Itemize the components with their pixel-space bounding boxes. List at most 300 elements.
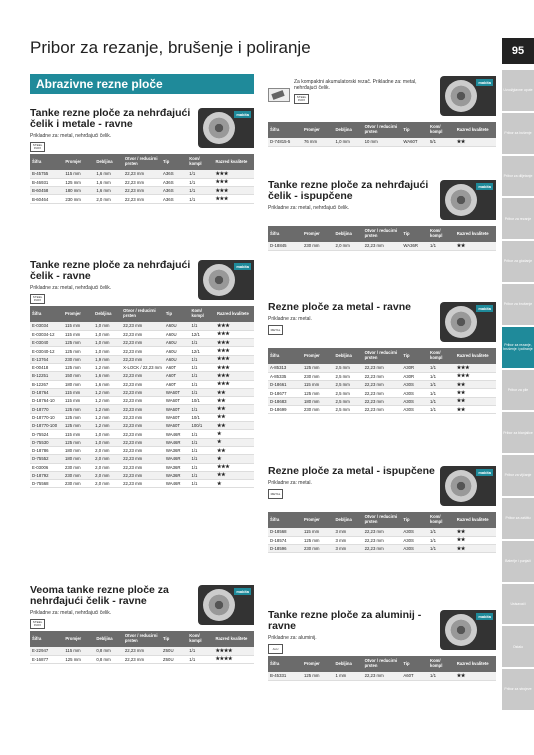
table-cell: 125 mm <box>63 438 93 446</box>
table-cell: 22,23 mm <box>363 528 402 536</box>
table-cell: 115 mm <box>63 330 93 338</box>
table-row <box>30 413 254 421</box>
table-cell: 1/1 <box>189 322 214 330</box>
quality-rating: ★★★ <box>213 187 254 195</box>
table-cell: 22,23 mm <box>363 405 402 413</box>
table-cell: 125 mm <box>63 422 93 430</box>
col-header: Debljina <box>333 656 362 672</box>
sidebar <box>502 70 534 710</box>
brand-logo: makita <box>478 306 491 311</box>
table-cell: B-12251 <box>30 372 63 380</box>
table-cell: 1,6 mm <box>94 170 123 178</box>
table-cell: 22,23 mm <box>121 405 164 413</box>
table-cell: 2,0 mm <box>94 195 123 203</box>
table-cell: E-03006 <box>30 463 63 471</box>
table-cell: 230 mm <box>302 372 334 380</box>
table-cell: 125 mm <box>63 363 93 371</box>
table-cell: D-18845 <box>268 242 302 250</box>
col-header: Tip <box>401 122 428 138</box>
sidebar-tab-14[interactable]: Pribor za strojeve <box>502 669 534 710</box>
table-cell: D-18770-10 <box>30 413 63 421</box>
table-row <box>30 463 254 471</box>
page-title: Pribor za rezanje, brušenje i poliranje <box>30 38 311 57</box>
table-cell: A60U <box>164 339 190 347</box>
col-header: Šifra <box>268 122 302 138</box>
table-cell: 230 mm <box>63 471 93 479</box>
col-header: Kom/ kompl <box>428 226 455 242</box>
table-row <box>30 455 254 463</box>
table-cell: 115 mm <box>63 388 93 396</box>
table-cell: 1,2 mm <box>93 363 121 371</box>
table-cell: A30S <box>401 389 428 397</box>
table-cell: 1,6 mm <box>93 380 121 388</box>
table-cell: 1,0 mm <box>93 430 121 438</box>
col-header: Tip <box>161 631 187 647</box>
col-header: Šifra <box>268 512 302 528</box>
product-table <box>268 122 496 147</box>
table-cell: 1/1 <box>189 446 214 454</box>
product-disc-image <box>198 260 254 300</box>
table-cell: A30S <box>401 405 428 413</box>
table-cell: 22,23 mm <box>121 471 164 479</box>
quality-rating: ★★★ <box>213 170 254 178</box>
table-cell: 1/1 <box>428 672 455 680</box>
alu-material-icon: ALU <box>268 644 283 654</box>
disc-icon <box>445 184 477 216</box>
table-cell: 1 mm <box>333 672 362 680</box>
col-header: Tip <box>401 656 428 672</box>
section-title: Tanke rezne ploče za nehrđajući čelik - ispupčene <box>268 180 429 202</box>
table-cell: 1/1 <box>187 655 213 663</box>
table-cell: 1/1 <box>428 364 455 372</box>
table-cell: WA60T <box>164 413 190 421</box>
table-cell: 1,2 mm <box>93 397 121 405</box>
table-cell: WA36R <box>164 446 190 454</box>
quality-rating: ★★★ <box>215 339 254 347</box>
table-cell: 230 mm <box>302 242 334 250</box>
table-cell: 1/1 <box>189 455 214 463</box>
table-cell: WA60T <box>164 405 190 413</box>
brand-logo: makita <box>236 589 249 594</box>
disc-icon <box>445 80 477 112</box>
table-cell: A36S <box>161 195 187 203</box>
table-cell: 22,23 mm <box>121 347 164 355</box>
table-cell: 22,23 mm <box>363 545 402 553</box>
table-row <box>30 380 254 388</box>
col-header: Otvor / reducirni prsten <box>363 656 402 672</box>
table-cell: 2,0 mm <box>93 480 121 488</box>
table-cell: 22,23 mm <box>121 388 164 396</box>
table-cell: B-45755 <box>30 170 63 178</box>
quality-rating: ★★★ <box>215 322 254 330</box>
application-note: Prikladne za: metal. <box>268 316 312 322</box>
table-cell: 0,8 mm <box>94 655 123 663</box>
table-row <box>30 480 254 488</box>
table-row <box>30 397 254 405</box>
table-cell: 125 mm <box>63 347 93 355</box>
table-row <box>30 322 254 330</box>
quality-rating: ★★ <box>455 397 496 405</box>
quality-rating: ★ <box>215 438 254 446</box>
table-cell: D-18661 <box>268 381 302 389</box>
table-cell: 10/1 <box>189 397 214 405</box>
application-note: Za kompaktni akumulatorski rezač. Prikladne za: metal, nehrđajući čelik. <box>294 79 417 91</box>
table-row <box>30 170 254 178</box>
table-cell: 22,23 mm <box>363 672 402 680</box>
table-cell: 1,2 mm <box>93 422 121 430</box>
application-note: Prikladne za: metal, nehrđajući čelik. <box>268 205 350 211</box>
brand-logo: makita <box>478 80 491 85</box>
table-cell: 22,23 mm <box>121 446 164 454</box>
table-cell: 22,23 mm <box>123 647 161 655</box>
col-header: Debljina <box>333 512 362 528</box>
col-header: Kom/ kompl <box>428 348 455 364</box>
table-cell: D-18596 <box>268 545 302 553</box>
sidebar-tab-10[interactable]: Pribor za zaštitu <box>502 498 534 539</box>
table-cell: D-75524 <box>30 430 63 438</box>
col-header: Promjer <box>302 122 334 138</box>
table-row <box>268 536 496 544</box>
quality-rating: ★★★ <box>215 347 254 355</box>
table-cell: 125 mm <box>63 655 94 663</box>
col-header: Kom/ kompl <box>189 306 214 322</box>
table-row <box>30 471 254 479</box>
table-cell: A30S <box>401 536 428 544</box>
table-cell: 76 mm <box>302 138 334 146</box>
col-header: Šifra <box>268 348 302 364</box>
table-cell: 180 mm <box>63 455 93 463</box>
steel-material-icon: STEEL INOX <box>30 294 45 304</box>
quality-rating: ★★ <box>215 388 254 396</box>
table-cell: 22,23 mm <box>121 463 164 471</box>
table-cell: X-LOCK / 22,23 mm <box>123 365 162 371</box>
table-cell: 2,0 mm <box>93 446 121 454</box>
table-cell: A36S <box>161 187 187 195</box>
table-cell: 230 mm <box>63 480 93 488</box>
quality-rating: ★★ <box>215 422 254 430</box>
table-cell: E-16877 <box>30 655 63 663</box>
table-cell: 1,6 mm <box>94 178 123 186</box>
quality-rating: ★ <box>215 480 254 488</box>
metal-material-icon: METAL <box>268 489 283 499</box>
table-cell: 230 mm <box>63 195 94 203</box>
table-cell: D-18677 <box>268 389 302 397</box>
sidebar-tab-0[interactable]: Uvod/glavne upute <box>502 70 534 111</box>
section-s3 <box>30 585 254 695</box>
brand-logo: makita <box>478 470 491 475</box>
application-note: Prikladne za: metal. <box>268 480 312 486</box>
brand-logo: makita <box>478 614 491 619</box>
table-cell: 22,23 mm <box>121 455 164 463</box>
col-header: Razred kvalitete <box>455 122 496 138</box>
quality-rating: ★★ <box>455 381 496 389</box>
table-cell: 180 mm <box>63 446 93 454</box>
quality-rating: ★★★ <box>213 195 254 203</box>
table-cell: 1/1 <box>189 480 214 488</box>
table-cell: 2,5 mm <box>333 405 362 413</box>
table-cell: A-85313 <box>268 364 302 372</box>
table-cell: 1,0 mm <box>93 347 121 355</box>
table-cell: 1/1 <box>189 438 214 446</box>
table-row <box>30 330 254 338</box>
quality-rating: ★★ <box>455 528 496 536</box>
table-row <box>268 138 496 146</box>
section-title: Rezne ploče za metal - ravne <box>268 302 411 313</box>
table-cell: 1/1 <box>428 405 455 413</box>
table-cell: 1/1 <box>189 463 214 471</box>
table-cell: 115 mm <box>63 322 93 330</box>
col-header: Razred kvalitete <box>455 512 496 528</box>
col-header: Otvor / reducirni prsten <box>363 512 402 528</box>
table-cell: 10/1 <box>189 413 214 421</box>
sidebar-tab-9[interactable]: Pribor za vijčanje <box>502 455 534 496</box>
table-cell: 22,23 mm <box>363 389 402 397</box>
col-header: Otvor / reducirni prsten <box>123 154 161 170</box>
brand-logo: makita <box>478 184 491 189</box>
table-cell: 1,0 mm <box>93 330 121 338</box>
quality-rating: ★★ <box>455 672 496 680</box>
table-cell: 115 mm <box>302 528 334 536</box>
table-cell: A30S <box>401 528 428 536</box>
table-row <box>268 405 496 413</box>
table-cell: 22,23 mm <box>123 178 161 186</box>
table-cell: 180 mm <box>63 187 94 195</box>
table-cell: E-22947 <box>30 647 63 655</box>
col-header: Razred kvalitete <box>455 656 496 672</box>
table-cell: A60T <box>164 380 190 388</box>
table-cell: 1/1 <box>428 242 455 250</box>
table-cell: 115 mm <box>63 397 93 405</box>
table-row <box>30 372 254 380</box>
col-header: Tip <box>161 154 187 170</box>
application-note: Prikladne za: metal, nehrđajući čelik. <box>30 133 112 139</box>
col-header: Promjer <box>63 154 94 170</box>
section-title: Rezne ploče za metal - ispupčene <box>268 466 435 477</box>
table-cell: B-60464 <box>30 195 63 203</box>
table-cell: 22,23 mm <box>123 187 161 195</box>
table-cell: A30S <box>401 397 428 405</box>
col-header: Tip <box>401 512 428 528</box>
sidebar-tab-11[interactable]: Baterije i punjači <box>502 541 534 582</box>
table-row <box>268 381 496 389</box>
sidebar-tab-5[interactable]: Pribor za brušenje <box>502 284 534 325</box>
table-cell: A30S <box>401 545 428 553</box>
table-cell: 1/1 <box>189 363 214 371</box>
table-cell: D-18764-10 <box>30 397 63 405</box>
table-row <box>30 355 254 363</box>
table-cell: 1/1 <box>189 355 214 363</box>
table-cell: 22,23 mm <box>121 339 164 347</box>
quality-rating: ★★ <box>215 413 254 421</box>
table-cell: WA60T <box>401 138 428 146</box>
table-cell: 3 mm <box>333 536 362 544</box>
col-header: Promjer <box>63 306 93 322</box>
quality-rating: ★★★★ <box>213 647 254 655</box>
table-cell: 1,0 mm <box>93 339 121 347</box>
col-header: Kom/ kompl <box>428 512 455 528</box>
table-cell: 1/1 <box>428 372 455 380</box>
table-cell: E-03040 <box>30 339 63 347</box>
table-cell: A36S <box>161 178 187 186</box>
disc-icon <box>445 470 477 502</box>
sidebar-tab-4[interactable]: Pribor za glodanje <box>502 241 534 282</box>
table-cell: 22,23 mm <box>123 195 161 203</box>
table-cell: 22,23 mm <box>121 372 164 380</box>
table-cell: 22,23 mm <box>121 380 164 388</box>
quality-rating: ★★ <box>215 471 254 479</box>
section-title: Tanke rezne ploče za aluminij - ravne <box>268 610 422 632</box>
brand-logo: makita <box>236 264 249 269</box>
table-row <box>30 187 254 195</box>
table-row <box>268 672 496 680</box>
table-cell: 1/1 <box>189 405 214 413</box>
table-cell: 1,6 mm <box>93 372 121 380</box>
col-header: Šifra <box>30 306 63 322</box>
sidebar-tab-6[interactable]: Pribor za rezanje, brušenje i poliranje <box>502 327 534 368</box>
table-cell: 125 mm <box>302 389 334 397</box>
col-header: Otvor / reducirni prsten <box>363 226 402 242</box>
table-cell: 125 mm <box>302 536 334 544</box>
table-cell: 1/1 <box>428 397 455 405</box>
quality-rating: ★★ <box>215 397 254 405</box>
table-cell: 22,23 mm <box>123 170 161 178</box>
table-cell: 1/1 <box>189 471 214 479</box>
table-cell: 1,2 mm <box>93 413 121 421</box>
quality-rating: ★★★ <box>215 372 254 380</box>
table-row <box>30 178 254 186</box>
brand-logo: makita <box>236 112 249 117</box>
table-cell: WA46R <box>164 480 190 488</box>
product-disc-image <box>440 302 496 342</box>
product-table <box>268 226 496 251</box>
sidebar-tab-3[interactable]: Pribor za rezanje <box>502 198 534 239</box>
col-header: Debljina <box>333 122 362 138</box>
table-cell: 2,5 mm <box>333 364 362 372</box>
col-header: Razred kvalitete <box>213 154 254 170</box>
table-cell: 22,23 mm <box>121 413 164 421</box>
table-cell: D-18792 <box>30 471 63 479</box>
table-cell: WA46R <box>164 430 190 438</box>
col-header: Šifra <box>30 154 63 170</box>
table-cell: E-03040-12 <box>30 347 63 355</box>
page-number: 95 <box>502 38 534 64</box>
section-s8 <box>268 610 496 710</box>
table-cell: D-18574 <box>268 536 302 544</box>
table-cell: WA60T <box>164 388 190 396</box>
col-header: Šifra <box>30 631 63 647</box>
quality-rating: ★★★ <box>215 363 254 371</box>
col-header: Debljina <box>94 154 123 170</box>
table-cell: 2,0 mm <box>93 471 121 479</box>
table-row <box>268 389 496 397</box>
table-cell: 22,23 mm <box>121 480 164 488</box>
table-cell: 12/1 <box>189 347 214 355</box>
table-cell: 12/1 <box>189 330 214 338</box>
table-cell: 1/1 <box>428 536 455 544</box>
table-cell: D-18770-100 <box>30 422 63 430</box>
table-cell: 22,23 mm <box>121 322 164 330</box>
section-title: Tanke rezne ploče za nehrđajući čelik i metale - ravne <box>30 108 191 130</box>
table-cell: 115 mm <box>63 647 94 655</box>
sidebar-tab-8[interactable]: Pribor za blanjalice <box>502 412 534 453</box>
table-cell: A60U <box>164 355 190 363</box>
product-table <box>30 306 254 488</box>
table-cell: 2,0 mm <box>333 242 362 250</box>
table-row <box>30 655 254 663</box>
sidebar-tab-12[interactable]: Usisavači <box>502 584 534 625</box>
product-table <box>268 512 496 553</box>
table-cell: 1/1 <box>189 430 214 438</box>
col-header: Promjer <box>302 226 334 242</box>
quality-rating: ★★ <box>215 405 254 413</box>
disc-icon <box>445 306 477 338</box>
table-row <box>268 545 496 553</box>
table-cell: E-03034-12 <box>30 330 63 338</box>
quality-rating: ★ <box>215 455 254 463</box>
table-cell: 125 mm <box>63 413 93 421</box>
table-cell: 1/1 <box>428 545 455 553</box>
table-cell: 22,23 mm <box>121 355 164 363</box>
col-header: Promjer <box>302 512 334 528</box>
table-cell: 1/1 <box>187 178 213 186</box>
table-cell: D-74815-5 <box>268 138 302 146</box>
table-cell: 22,23 mm <box>363 242 402 250</box>
sidebar-tab-7[interactable]: Pribor za pile <box>502 370 534 411</box>
table-cell: B-46931 <box>30 178 63 186</box>
table-cell: 1/1 <box>428 528 455 536</box>
sidebar-tab-1[interactable]: Pribor za bušenje <box>502 113 534 154</box>
table-cell: 125 mm <box>63 339 93 347</box>
table-cell: E-00418 <box>30 363 63 371</box>
product-table <box>268 348 496 414</box>
table-cell: D-75568 <box>30 480 63 488</box>
col-header: Promjer <box>302 656 334 672</box>
steel-material-icon: STEEL INOX <box>30 619 45 629</box>
table-cell: Z60U <box>161 655 187 663</box>
table-cell: 22,23 mm <box>363 381 402 389</box>
disc-icon <box>445 614 477 646</box>
table-cell: B-12267 <box>30 380 63 388</box>
table-cell: 5/1 <box>428 138 455 146</box>
section-s2 <box>30 260 254 560</box>
table-cell: 230 mm <box>63 463 93 471</box>
application-note: Prikladne za: aluminij. <box>268 635 317 641</box>
section-s6 <box>268 302 496 444</box>
quality-rating: ★★ <box>455 536 496 544</box>
table-cell: 2,5 mm <box>333 397 362 405</box>
section-s4 <box>268 76 496 156</box>
table-row <box>268 397 496 405</box>
table-cell: 125 mm <box>302 672 334 680</box>
sidebar-tab-13[interactable]: Ostalo <box>502 626 534 667</box>
disc-icon <box>203 589 235 621</box>
table-cell: 3 mm <box>333 528 362 536</box>
table-cell: A60U <box>164 322 190 330</box>
table-cell: D-75552 <box>30 455 63 463</box>
table-cell: 1,6 mm <box>94 187 123 195</box>
table-cell: 22,23 mm <box>363 397 402 405</box>
table-cell: A60T <box>401 672 428 680</box>
table-cell: 1/1 <box>189 372 214 380</box>
table-row <box>30 195 254 203</box>
table-cell: 1/1 <box>189 388 214 396</box>
table-row <box>30 388 254 396</box>
quality-rating: ★★ <box>455 389 496 397</box>
table-cell: B-60458 <box>30 187 63 195</box>
quality-rating: ★★★ <box>455 372 496 380</box>
sidebar-tab-2[interactable]: Pribor za dlijetanje <box>502 156 534 197</box>
table-cell: 230 mm <box>63 355 93 363</box>
